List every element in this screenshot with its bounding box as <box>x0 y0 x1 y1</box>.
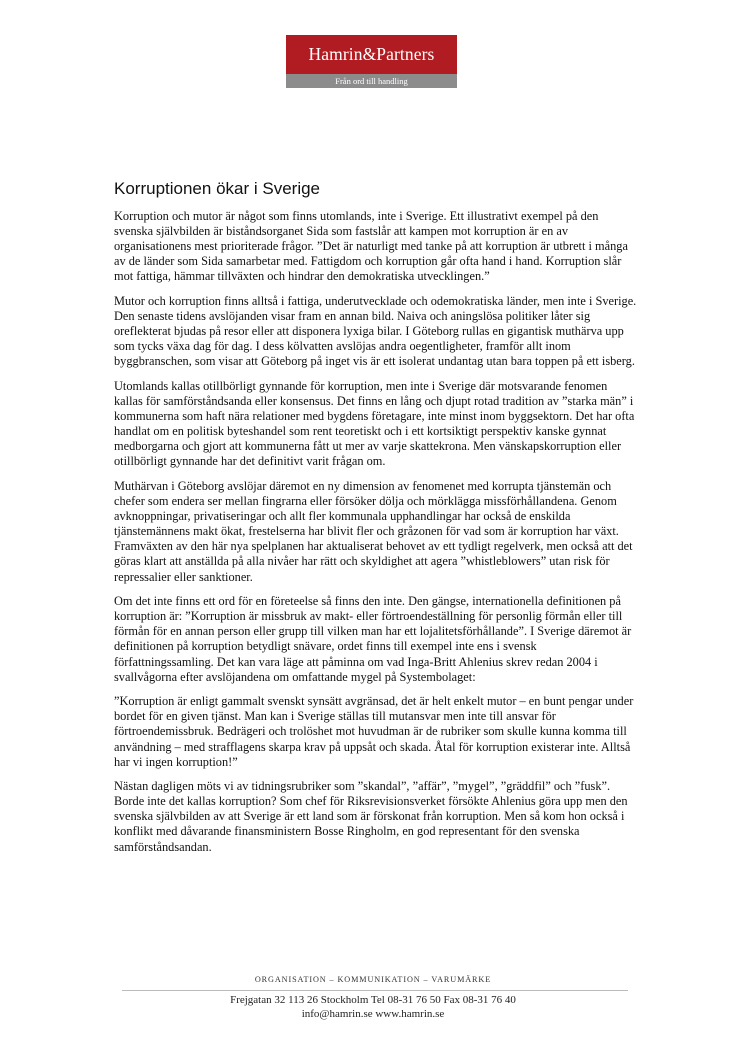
paragraph: Utomlands kallas otillbörligt gynnande för korruption, men inte i Sverige där motsvarande fenomen kallas för samförståndsanda eller konsensus. Det finns en lång och djupt rotad tradition av ”starka män” i kommunerna som haft nära relationer med bygdens företagare, inte minst inom byggsektorn. Det har ofta handlat om en politisk byteshandel som rent teoretiskt och i ett kortsiktigt perspektiv kanske gynnat medborgarna och gjort att kommunerna fått ut mer av varje skattekrona. Men vänskapskorruption eller otillbörligt gynnande har det definitivt varit frågan om. <box>114 378 635 469</box>
logo-tagline: Från ord till handling <box>286 74 457 88</box>
paragraph: Korruption och mutor är något som finns utomlands, inte i Sverige. Ett illustrativt exempel på den svenska självbilden är biståndsorganet Sida som fastslår att kampen mot korruption är en av organisationens mest prioriterade frågor. ”Det är naturligt med tanke på att korruption är utbrett i många av de länder som Sida samarbetar med. Fattigdom och korruption går ofta hand i hand. Korruption slår mot fattiga, hämmar tillväxten och hindrar den demokratiska utvecklingen.” <box>114 209 628 284</box>
article-title: Korruptionen ökar i Sverige <box>114 179 321 198</box>
footer-contact: info@hamrin.se www.hamrin.se <box>301 1008 445 1020</box>
logo-name: Hamrin&Partners <box>286 35 457 74</box>
paragraph: Muthärvan i Göteborg avslöjar däremot en ny dimension av fenomenet med korrupta tjänstemän och chefer som endera ser mellan fingrarna eller försöker dölja och mörklägga missförhållandena. Genom avknoppningar, privatiseringar och allt fler kommunala upphandlingar har också de enskilda tjänstemännens makt ökat, frestelserna har blivit fler och gråzonen för vad som är korruption har växt. Framväxten av den här nya spelplanen har aktualiserat behovet av ett tydligt regelverk, men också att det göras klart att anställda på alla nivåer har rätt och skyldighet att agera ”whistleblowers” utan risk för repressalier eller sanktioner. <box>114 479 633 584</box>
paragraph: Nästan dagligen möts vi av tidningsrubriker som ”skandal”, ”affär”, ”mygel”, ”gräddfil” och ”fusk”. Borde inte det kallas korruption? Som chef för Riksrevisionsverket försökte Ahlenius göra upp men den svenska självbilden av att Sverige är ett land som är förskonat från korruption. Men så kom hon också i konflikt med dåvarande finansministern Bosse Ringholm, en god representant för den svenska samförståndsandan. <box>114 779 628 854</box>
paragraph: Mutor och korruption finns alltså i fattiga, underutvecklade och odemokratiska länder, men inte i Sverige. Den senaste tidens avslöjanden visar fram en annan bild. Naiva och aningslösa politiker låter sig oreflekterat bjudas på resor eller att disponera lyxiga bilar. I Göteborg rullas en gigantisk muthärva upp som tycks växa dag för dag. I dess kölvatten avslöjas andra oegentligheter, framför allt inom byggbranschen, som visar att Göteborg på inget vis är ett isolerat undantag utan bara toppen på ett isberg. <box>114 293 637 369</box>
footer-address: Frejgatan 32 113 26 Stockholm Tel 08-31 76 50 Fax 08-31 76 40 <box>230 994 516 1006</box>
paragraph: Om det inte finns ett ord för en företeelse så finns den inte. Den gängse, internationella definitionen på korruption är: ”Korruption är missbruk av makt- eller förtroendeställning för personlig förmån eller till förmån för en annan person eller grupp till vilken man har ett lojalitetsförhållande”. I Sverige däremot är definitionen på korruption betydligt snävare, ordet finns till exempel inte ens i svensk författningssamling. Det kan vara läge att påminna om vad Inga-Britt Ahlenius skrev redan 2004 i svallvågorna efter avslöjandena om omfattande mygel på Systembolaget: <box>114 594 632 684</box>
quote-paragraph: ”Korruption är enligt gammalt svenskt synsätt avgränsad, det är helt enkelt mutor – en bunt pengar under bordet för en given tjänst. Man kan i Sverige ställas till mutansvar men inte till ansvar för förtroendemissbruk. Bedrägeri och trolöshet mot huvudman är de rubriker som skulle kunna komma till användning – med strafflagens skarpa krav på uppsåt och skada. Åtal för korruption existerar inte. Alltså har vi ingen korruption!” <box>114 694 634 769</box>
footer-divider <box>122 990 628 991</box>
footer-tagline: ORGANISATION – KOMMUNIKATION – VARUMÄRKE <box>254 975 492 984</box>
company-logo <box>286 35 457 88</box>
article-body <box>114 209 638 864</box>
